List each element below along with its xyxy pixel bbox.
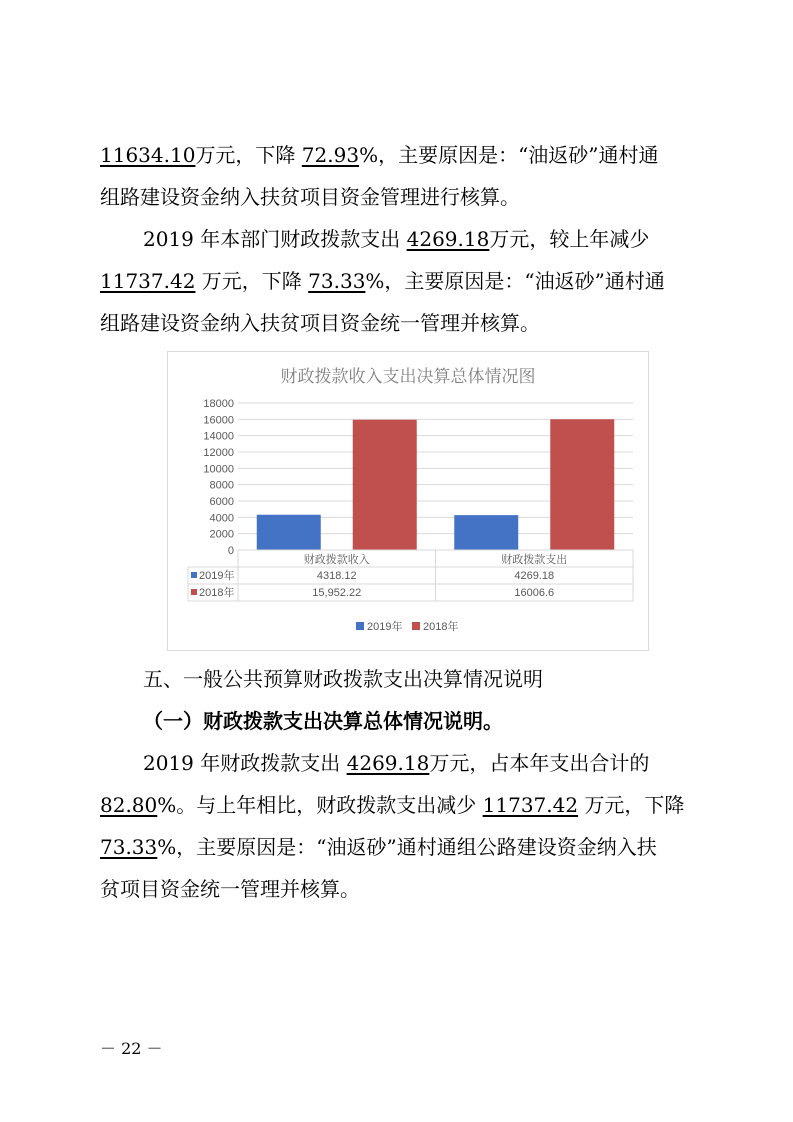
body-text: 万元，下降 bbox=[201, 269, 302, 293]
paragraph-line bbox=[100, 308, 540, 338]
section-heading bbox=[143, 664, 543, 694]
bar-chart bbox=[168, 352, 648, 650]
table-series-label: 2019年 bbox=[199, 570, 235, 582]
paragraph-line bbox=[143, 224, 649, 254]
y-tick-label: 18000 bbox=[203, 398, 234, 410]
paragraph-line bbox=[100, 182, 520, 212]
paragraph-line bbox=[100, 790, 684, 820]
page-number: － 22 － bbox=[100, 1039, 163, 1058]
body-text: 贫项目资金统一管理并核算。 bbox=[100, 877, 360, 901]
body-text: 万元，占本年支出合计的 bbox=[429, 751, 650, 775]
subsection-heading-text: （一）财政拨款支出决算总体情况说明。 bbox=[143, 709, 503, 733]
y-tick-label: 0 bbox=[227, 545, 234, 557]
table-series-label: 2018年 bbox=[199, 587, 235, 599]
value-text: 72.93 bbox=[301, 143, 360, 167]
data-label: 4318.12 bbox=[316, 570, 357, 582]
value-text: 73.33 bbox=[100, 835, 158, 859]
body-text: 万元，较上年减少 bbox=[489, 227, 650, 251]
y-tick-label: 6000 bbox=[209, 496, 234, 508]
body-text: %，主要原因是：“油返砂”通村通 bbox=[365, 269, 665, 293]
y-tick-label: 10000 bbox=[203, 463, 234, 476]
legend-key bbox=[356, 622, 364, 630]
x-tick-label: 财政拨款支出 bbox=[501, 554, 568, 566]
paragraph-line bbox=[100, 832, 657, 862]
y-tick-label: 4000 bbox=[209, 512, 234, 525]
bar bbox=[353, 420, 417, 550]
legend-key bbox=[412, 622, 420, 630]
value-text: 73.33 bbox=[308, 269, 366, 293]
value-text: 11634.10 bbox=[100, 143, 196, 167]
chart-title: 财政拨款收入支出决算总体情况图 bbox=[280, 367, 536, 387]
legend-label: 2018年 bbox=[423, 621, 459, 633]
y-tick-label: 16000 bbox=[203, 414, 234, 427]
value-text: 11737.42 bbox=[100, 269, 196, 293]
paragraph-line bbox=[100, 266, 665, 296]
data-label: 15,952.22 bbox=[312, 587, 362, 599]
bar bbox=[257, 515, 321, 550]
data-label: 16006.6 bbox=[514, 587, 555, 599]
y-tick-label: 2000 bbox=[209, 528, 234, 541]
x-tick-label: 财政拨款收入 bbox=[303, 554, 370, 566]
chart-container bbox=[167, 351, 649, 651]
body-text: 2019 年本部门财政拨款支出 bbox=[143, 227, 401, 251]
legend-label: 2019年 bbox=[367, 621, 403, 633]
value-text: 4269.18 bbox=[346, 751, 430, 775]
body-text: 组路建设资金纳入扶贫项目资金管理进行核算。 bbox=[100, 185, 520, 209]
subsection-heading bbox=[143, 706, 503, 736]
bar bbox=[550, 419, 614, 550]
bar bbox=[454, 515, 518, 550]
table-legend-key bbox=[191, 572, 197, 578]
paragraph-line bbox=[143, 748, 649, 778]
body-text: 2019 年财政拨款支出 bbox=[143, 751, 341, 775]
body-text: %，主要原因是：“油返砂”通村通组公路建设资金纳入扶 bbox=[157, 835, 657, 859]
body-text: 万元，下降 bbox=[584, 793, 685, 817]
paragraph-line bbox=[100, 874, 360, 904]
y-tick-label: 12000 bbox=[203, 447, 234, 459]
table-legend-key bbox=[191, 589, 197, 595]
data-label: 4269.18 bbox=[514, 570, 555, 582]
y-tick-label: 14000 bbox=[203, 430, 234, 443]
body-text: %，主要原因是：“油返砂”通村通 bbox=[359, 143, 659, 167]
body-text: 组路建设资金纳入扶贫项目资金统一管理并核算。 bbox=[100, 311, 540, 335]
body-text: 万元，下降 bbox=[195, 143, 296, 167]
paragraph-line bbox=[100, 140, 659, 170]
section-heading-text: 五、一般公共预算财政拨款支出决算情况说明 bbox=[143, 667, 543, 691]
value-text: 82.80 bbox=[100, 793, 158, 817]
value-text: 4269.18 bbox=[406, 227, 490, 251]
value-text: 11737.42 bbox=[482, 793, 579, 817]
y-tick-label: 8000 bbox=[209, 479, 234, 492]
body-text: %。与上年相比，财政拨款支出减少 bbox=[157, 793, 477, 817]
